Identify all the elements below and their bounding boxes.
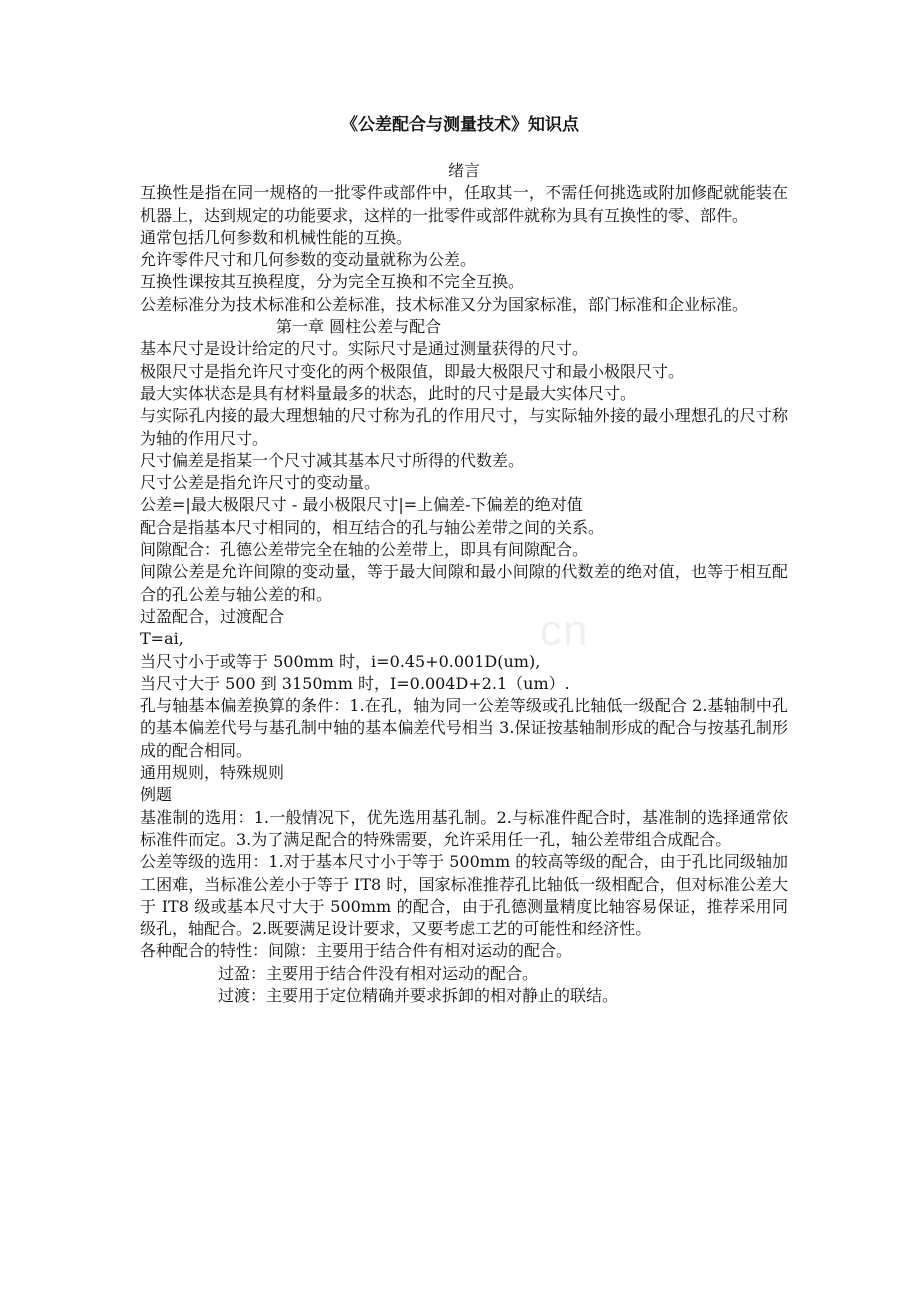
formula-line: 当尺寸小于或等于 500mm 时，i=0.45+0.001D(um), xyxy=(140,651,541,671)
watermark: cn xyxy=(540,606,589,655)
paragraph: 过盈配合，过渡配合 xyxy=(140,606,285,626)
paragraph: 公差等级的选用：1.对于基本尺寸小于等于 500mm 的较高等级的配合，由于孔比同级轴加工困难，当标准公差小于等于 IT8 时，国家标准推荐孔比轴低一级相配合，但对标准公差大于 IT8 级或基本尺寸大于 500mm 的配合，由于孔德测量精度比轴容易保证，推荐采用同级孔，轴配合。2.既要满足设计要求，又要考虑工艺的可能性和经济性。 xyxy=(140,852,788,939)
document-body xyxy=(140,160,788,1007)
paragraph: 基本尺寸是设计给定的尺寸。实际尺寸是通过测量获得的尺寸。 xyxy=(140,339,589,359)
paragraph: 孔与轴基本偏差换算的条件：1.在孔，轴为同一公差等级或孔比轴低一级配合 2.基轴制中孔的基本偏差代号与基孔制中轴的基本偏差代号相当 3.保证按基轴制形成的配合与按基孔制形成的配合相同。 xyxy=(140,696,788,760)
paragraph: 公差标准分为技术标准和公差标准，技术标准又分为国家标准，部门标准和企业标准。 xyxy=(140,294,749,314)
paragraph: 各种配合的特性：间隙：主要用于结合件有相对运动的配合。 xyxy=(140,941,573,961)
formula-line: T=ai, xyxy=(140,629,184,649)
paragraph: 通用规则，特殊规则 xyxy=(140,763,285,783)
paragraph: 与实际孔内接的最大理想轴的尺寸称为孔的作用尺寸，与实际轴外接的最小理想孔的尺寸称为轴的作用尺寸。 xyxy=(140,406,788,448)
document-title: 《公差配合与测量技术》知识点 xyxy=(341,115,579,135)
section-heading-preface: 绪言 xyxy=(447,161,480,180)
paragraph: 间隙公差是允许间隙的变动量，等于最大间隙和最小间隙的代数差的绝对值，也等于相互配合的孔公差与轴公差的和。 xyxy=(140,562,788,604)
paragraph: 允许零件尺寸和几何参数的变动量就称为公差。 xyxy=(140,250,477,270)
paragraph: 例题 xyxy=(140,785,173,805)
paragraph: 基准制的选用：1.一般情况下，优先选用基孔制。2.与标准件配合时，基准制的选择通常依标准件而定。3.为了满足配合的特殊需要，允许采用任一孔，轴公差带组合成配合。 xyxy=(140,807,788,849)
paragraph: 通常包括几何参数和机械性能的互换。 xyxy=(140,227,413,247)
paragraph: 尺寸公差是指允许尺寸的变动量。 xyxy=(140,473,381,493)
formula-line: 公差=|最大极限尺寸 - 最小极限尺寸|=上偏差-下偏差的绝对值 xyxy=(140,495,583,515)
paragraph: 尺寸偏差是指某一个尺寸减其基本尺寸所得的代数差。 xyxy=(140,450,525,470)
formula-line: 当尺寸大于 500 到 3150mm 时，I=0.004D+2.1（um）. xyxy=(140,673,570,693)
paragraph: 极限尺寸是指允许尺寸变化的两个极限值，即最大极限尺寸和最小极限尺寸。 xyxy=(140,361,685,381)
paragraph-indented: 过渡：主要用于定位精确并要求拆卸的相对静止的联结。 xyxy=(218,985,619,1005)
paragraph: 最大实体状态是具有材料量最多的状态，此时的尺寸是最大实体尺寸。 xyxy=(140,383,637,403)
paragraph: 互换性课按其互换程度，分为完全互换和不完全互换。 xyxy=(140,272,525,292)
chapter-heading: 第一章 圆柱公差与配合 xyxy=(276,317,442,337)
paragraph: 间隙配合：孔德公差带完全在轴的公差带上，即具有间隙配合。 xyxy=(140,540,589,560)
paragraph: 互换性是指在同一规格的一批零件或部件中，任取其一，不需任何挑选或附加修配就能装在机器上，达到规定的功能要求，这样的一批零件或部件就称为具有互换性的零、部件。 xyxy=(140,183,788,225)
paragraph: 配合是指基本尺寸相同的，相互结合的孔与轴公差带之间的关系。 xyxy=(140,517,605,537)
paragraph-indented: 过盈：主要用于结合件没有相对运动的配合。 xyxy=(218,963,539,983)
